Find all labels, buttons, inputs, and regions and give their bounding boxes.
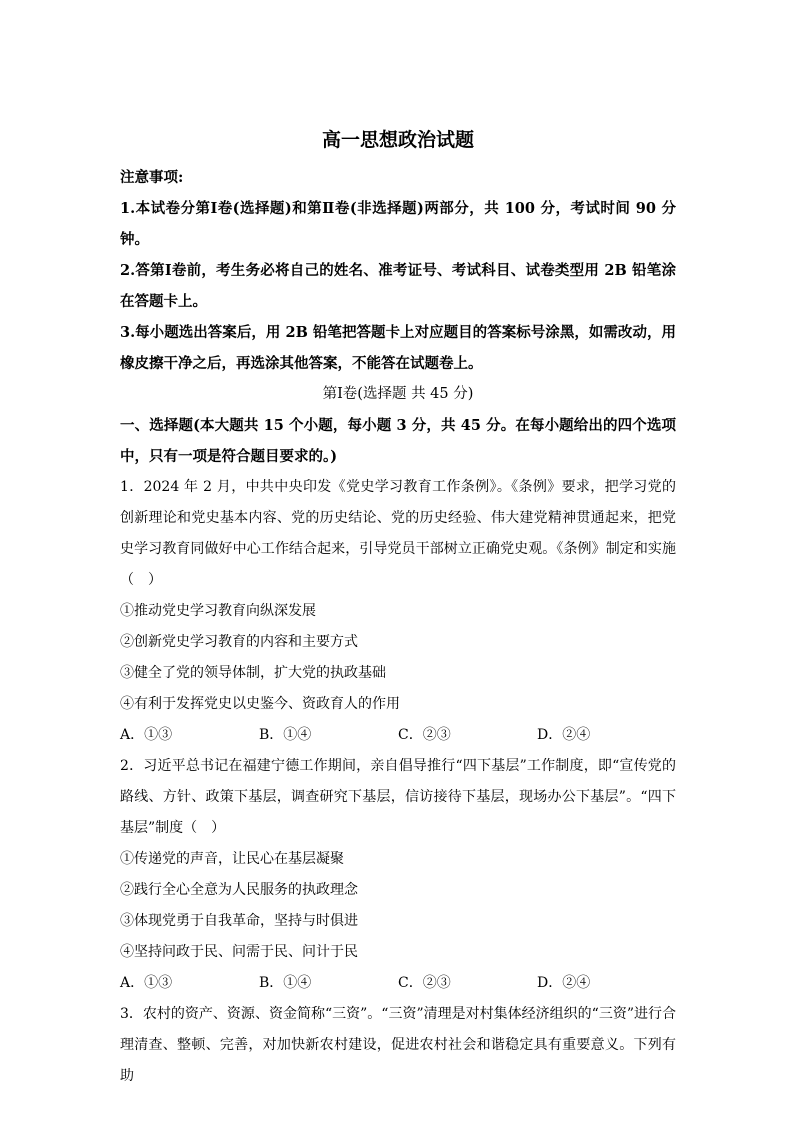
answer-choice-b: B．①④ xyxy=(259,727,312,743)
exam-page xyxy=(120,124,676,1092)
question-2-stem: 2．习近平总书记在福建宁德工作期间，亲自倡导推行“四下基层”工作制度，即“宣传党的路线、方针、政策下基层，调查研究下基层，信访接待下基层，现场办公下基层”。“四下基层”制度（ ） xyxy=(120,758,676,836)
question-3-stem: 3．农村的资产、资源、资金简称“三资”。“三资”清理是对村集体经济组织的“三资”进行合理清查、整顿、完善，对加快新农村建设，促进农村社会和谐稳定具有重要意义。下列有助 xyxy=(120,1006,676,1084)
question-2-option-2: ②践行全心全意为人民服务的执政理念 xyxy=(120,882,358,898)
answer-choice-b: B．①④ xyxy=(259,975,312,991)
answer-choice-d: D．②④ xyxy=(537,975,591,991)
notice-item-3: 3.每小题选出答案后，用 2B 铅笔把答题卡上对应题目的答案标号涂黑，如需改动，用橡皮擦干净之后，再选涂其他答案，不能答在试题卷上。 xyxy=(120,324,676,372)
question-1-option-3: ③健全了党的领导体制，扩大党的执政基础 xyxy=(120,665,386,681)
question-1-option-4: ④有利于发挥党史以史鉴今、资政育人的作用 xyxy=(120,696,400,712)
answer-choice-d: D．②④ xyxy=(537,727,591,743)
notice-heading: 注意事项: xyxy=(120,169,184,186)
question-2-answers xyxy=(120,968,676,999)
question-1-answers xyxy=(120,720,676,751)
question-1-option-2: ②创新党史学习教育的内容和主要方式 xyxy=(120,634,358,650)
section-instruction: 一、选择题(本大题共 15 个小题，每小题 3 分，共 45 分。在每小题给出的四个选项中，只有一项是符合题目要求的。) xyxy=(120,417,676,465)
question-2-option-1: ①传递党的声音，让民心在基层凝聚 xyxy=(120,851,344,867)
question-1-stem: 1．2024 年 2 月，中共中央印发《党史学习教育工作条例》。《条例》要求，把学习党的创新理论和党史基本内容、党的历史结论、党的历史经验、伟大建党精神贯通起来，把党史学习教育同做好中心工作结合起来，引导党员干部树立正确党史观。《条例》制定和实施（ ） xyxy=(120,479,676,588)
question-2-option-3: ③体现党勇于自我革命，坚持与时俱进 xyxy=(120,913,358,929)
question-1-option-1: ①推动党史学习教育向纵深发展 xyxy=(120,603,316,619)
notice-item-2: 2.答第Ⅰ卷前，考生务必将自己的姓名、准考证号、考试科目、试卷类型用 2B 铅笔涂在答题卡上。 xyxy=(120,262,676,310)
answer-choice-c: C．②③ xyxy=(398,727,451,743)
exam-title: 高一思想政治试题 xyxy=(321,129,474,151)
answer-choice-c: C．②③ xyxy=(398,975,451,991)
answer-choice-a: A．①③ xyxy=(120,727,173,743)
notice-item-1: 1.本试卷分第Ⅰ卷(选择题)和第Ⅱ卷(非选择题)两部分，共 100 分，考试时间 90 分钟。 xyxy=(120,200,676,248)
section-title: 第Ⅰ卷(选择题 共 45 分) xyxy=(322,386,474,402)
answer-choice-a: A．①③ xyxy=(120,975,173,991)
question-2-option-4: ④坚持问政于民、问需于民、问计于民 xyxy=(120,944,358,960)
